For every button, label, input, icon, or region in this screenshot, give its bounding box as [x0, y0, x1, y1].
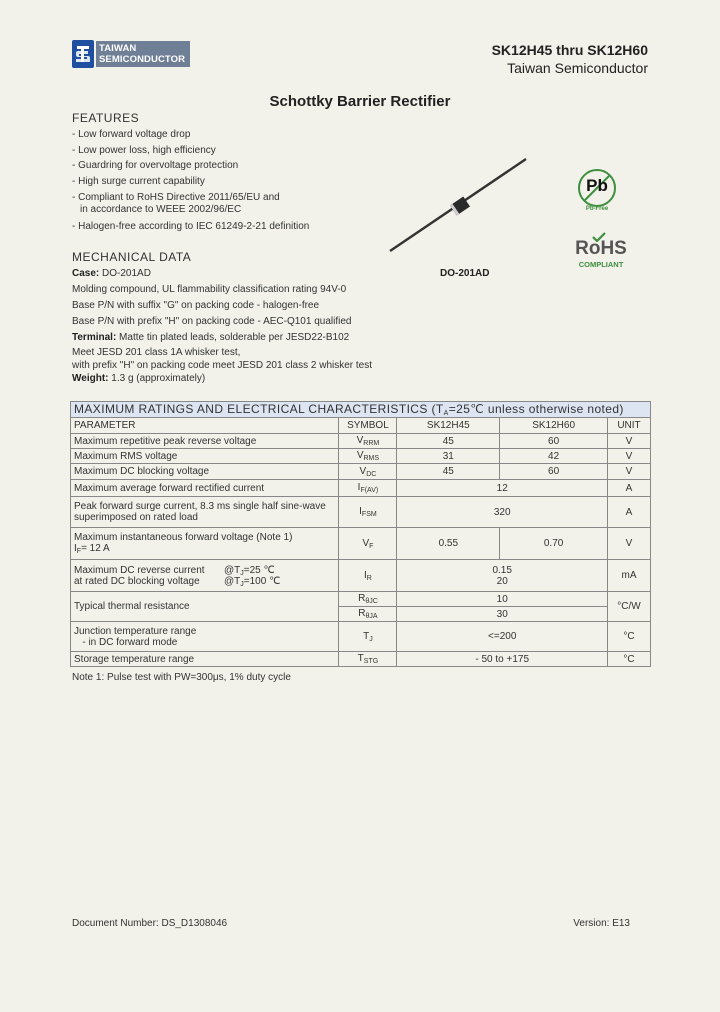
rohs-caption: COMPLIANT — [578, 260, 624, 269]
package-label: DO-201AD — [440, 268, 490, 279]
features-item-6: in accordance to WEEE 2002/96/EC — [80, 204, 242, 215]
document-version: Version: E13 — [573, 918, 630, 929]
logo-wordmark — [96, 41, 190, 67]
pb-free-badge — [576, 169, 618, 211]
features-item-3: - Guardring for overvoltage protection — [72, 160, 239, 171]
col-symbol: SYMBOL — [339, 418, 397, 434]
table-note: Note 1: Pulse test with PW=300μs, 1% duty cycle — [72, 672, 291, 683]
mechanical-line-2: Molding compound, UL flammability classification rating 94V-0 — [72, 284, 347, 295]
rohs-badge — [574, 232, 628, 272]
table-row: Maximum repetitive peak reverse voltage $V_{RRM}$ 45 60 V — [71, 434, 651, 449]
table-title: MAXIMUM RATINGS AND ELECTRICAL CHARACTERISTICS ($T_A=25℃$ unless otherwise noted) — [71, 402, 651, 418]
mechanical-line-4: Base P/N with prefix "H" on packing code - AEC-Q101 qualified — [72, 316, 352, 327]
table-row: Peak forward surge current, 8.3 ms single half sine-wave superimposed on rated load $I_{FSM}$ 320 A — [71, 497, 651, 528]
diode-package-illustration — [388, 155, 530, 255]
logo-mark-icon — [72, 40, 94, 68]
col-unit: UNIT — [608, 418, 651, 434]
case-value: DO-201AD — [99, 268, 151, 279]
page-title: Schottky Barrier Rectifier — [269, 93, 451, 110]
table-row: Storage temperature range $T_{STG}$ - 50 to +175 °C — [71, 652, 651, 667]
weight-label: Weight: — [72, 373, 109, 384]
table-row: Maximum DC reverse current $@T_J=25$ ℃ at rated DC blocking voltage $@T_J=100$ ℃ $I_R$ 0.15 20 mA — [71, 560, 651, 592]
features-item-5: - Compliant to RoHS Directive 2011/65/EU and — [72, 192, 280, 203]
rohs-text: RoHS — [575, 238, 627, 259]
mechanical-heading: MECHANICAL DATA — [72, 250, 192, 264]
table-row: Maximum average forward rectified current $I_{F(AV)}$ 12 A — [71, 480, 651, 497]
terminal-label: Terminal: — [72, 332, 117, 343]
features-item-2: - Low power loss, high efficiency — [72, 145, 216, 156]
document-number: Document Number: DS_D1308046 — [72, 918, 228, 929]
table-row: Junction temperature range - in DC forward mode $T_J$ <=200 °C — [71, 622, 651, 652]
table-row: Maximum DC blocking voltage $V_{DC}$ 45 60 V — [71, 464, 651, 480]
terminal-value: Matte tin plated leads, solderable per JESD22-B102 — [116, 332, 350, 343]
table-row: Maximum instantaneous forward voltage (Note 1) $I_F= 12$ A $V_F$ 0.55 0.70 V — [71, 528, 651, 560]
weight-value: 1.3 g (approximately) — [108, 373, 206, 384]
company-logo — [72, 40, 190, 68]
features-item-7: - Halogen-free according to IEC 61249-2-21 definition — [72, 221, 310, 232]
logo-line-1: TAIWAN — [99, 43, 137, 54]
pb-free-caption: Pb-Free — [585, 206, 609, 212]
table-title-row — [71, 402, 651, 418]
col-sk12h45: SK12H45 — [397, 418, 500, 434]
col-sk12h60: SK12H60 — [500, 418, 608, 434]
logo-line-2: SEMICONDUCTOR — [99, 54, 186, 65]
col-parameter: PARAMETER — [71, 418, 339, 434]
manufacturer-name: Taiwan Semiconductor — [507, 60, 648, 76]
mechanical-line-7: with prefix "H" on packing code meet JESD 201 class 2 whisker test — [72, 360, 373, 371]
mechanical-terminal — [72, 330, 349, 346]
features-item-1: - Low forward voltage drop — [72, 129, 191, 140]
mechanical-line-3: Base P/N with suffix "G" on packing code - halogen-free — [72, 300, 320, 311]
mechanical-line-6: Meet JESD 201 class 1A whisker test, — [72, 347, 241, 358]
features-item-4: - High surge current capability — [72, 176, 205, 187]
mechanical-weight — [72, 371, 205, 387]
ratings-table — [70, 401, 651, 667]
mechanical-case — [72, 266, 151, 282]
features-heading: FEATURES — [72, 111, 140, 125]
pb-symbol: Pb — [586, 176, 608, 195]
case-label: Case: — [72, 268, 100, 279]
part-number: SK12H45 thru SK12H60 — [491, 42, 648, 58]
table-column-headers — [71, 418, 651, 434]
table-row: Maximum RMS voltage $V_{RMS}$ 31 42 V — [71, 449, 651, 464]
table-row: Typical thermal resistance $R_{\theta JC}$ 10 °C/W — [71, 592, 651, 607]
table-row: $R_{\theta JA}$ 30 — [71, 607, 651, 622]
